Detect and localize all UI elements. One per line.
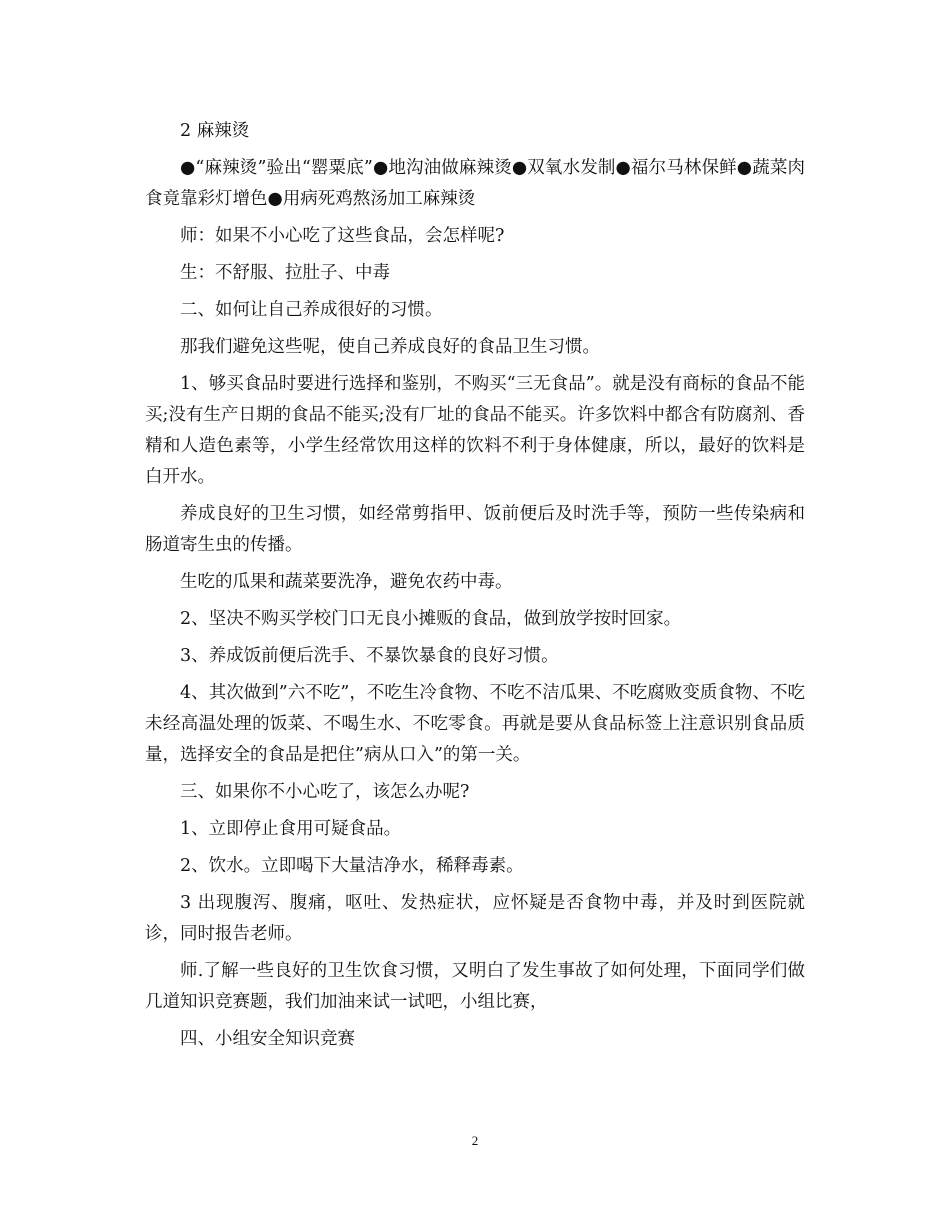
paragraph-item-1: 1、够买食品时要进行选择和鉴别，不购买“三无食品”。就是没有商标的食品不能买;没有生产日期的食品不能买;没有厂址的食品不能买。许多饮料中都含有防腐剂、香精和人造色素等，小学生经常饮用这样的饮料不利于身体健康，所以，最好的饮料是白开水。 bbox=[145, 374, 805, 487]
paragraph-intro-habits: 那我们避免这些呢，使自己养成良好的食品卫生习惯。 bbox=[180, 337, 600, 357]
paragraph-section-two-heading: 二、如何让自己养成很好的习惯。 bbox=[180, 300, 443, 320]
paragraph-section-three-heading: 三、如果你不小心吃了，该怎么办呢? bbox=[180, 782, 470, 802]
paragraph-student-answer: 生：不舒服、拉肚子、中毒 bbox=[180, 263, 390, 283]
paragraph-teacher-summary: 师.了解一些良好的卫生饮食习惯，又明白了发生事故了如何处理，下面同学们做几道知识竞赛题，我们加油来试一试吧，小组比赛， bbox=[145, 961, 805, 1012]
paragraph-teacher-question: 师：如果不小心吃了这些食品，会怎样呢? bbox=[180, 226, 505, 246]
paragraph-item-2: 2、坚决不购买学校门口无良小摊贩的食品，做到放学按时回家。 bbox=[180, 609, 682, 629]
paragraph-heading-malatang: 2 麻辣烫 bbox=[180, 121, 250, 141]
paragraph-wash-produce: 生吃的瓜果和蔬菜要洗净，避免农药中毒。 bbox=[180, 572, 513, 592]
paragraph-hygiene-habits: 养成良好的卫生习惯，如经常剪指甲、饭前便后及时洗手等，预防一些传染病和肠道寄生虫的传播。 bbox=[145, 504, 805, 555]
paragraph-bullet-list: ●“麻辣烫”验出“罂粟底”●地沟油做麻辣烫●双氧水发制●福尔马林保鲜●蔬菜肉食竟靠彩灯增色●用病死鸡熬汤加工麻辣烫 bbox=[145, 158, 805, 209]
paragraph-section-four-heading: 四、小组安全知识竞赛 bbox=[180, 1029, 355, 1049]
paragraph-item-4: 4、其次做到”六不吃”，不吃生冷食物、不吃不洁瓜果、不吃腐败变质食物、不吃未经高温处理的饭菜、不喝生水、不吃零食。再就是要从食品标签上注意识别食品质量，选择安全的食品是把住”病从口入”的第一关。 bbox=[145, 683, 805, 765]
paragraph-step-1: 1、立即停止食用可疑食品。 bbox=[180, 819, 402, 839]
document-body bbox=[145, 116, 805, 1061]
paragraph-step-3: 3 出现腹泻、腹痛，呕吐、发热症状，应怀疑是否食物中毒，并及时到医院就诊，同时报告老师。 bbox=[145, 893, 805, 944]
paragraph-step-2: 2、饮水。立即喝下大量洁净水，稀释毒素。 bbox=[180, 856, 524, 876]
page-number: 2 bbox=[471, 1133, 479, 1148]
paragraph-item-3: 3、养成饭前便后洗手、不暴饮暴食的良好习惯。 bbox=[180, 646, 559, 666]
